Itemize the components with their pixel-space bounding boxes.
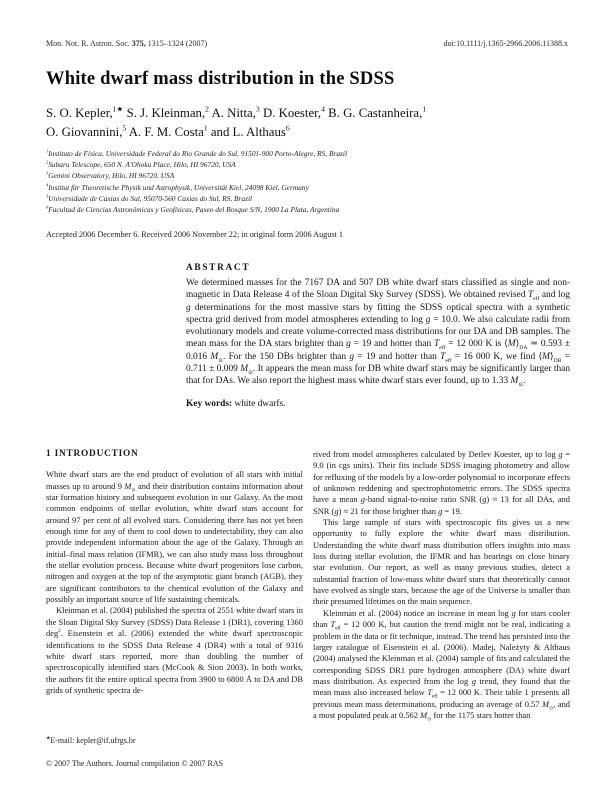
body-paragraph: This large sample of stars with spectroscopic fits gives us a new opportunity to fully explore the white dwarf mass distribution. Understanding the white dwarf mass distribution offers insights into mass loss during stellar evolution, the IFMR and has bearings on close binary star evolution. Our report, as well as many previous studies, detect a substantial fraction of low-mass white dwarf stars that theoretically cannot have evolved as single stars, because the age of the Universe is smaller than their presumed lifetimes on the main sequence. (313, 517, 570, 607)
abstract-heading: ABSTRACT (186, 263, 251, 273)
affiliation-item: $^2$Subaru Telescope, 650 N. A'Ohoku Place, Hilo, HI 96720, USA (46, 159, 236, 170)
email-footnote: ★E-mail: kepler@if.ufrgs.br (46, 736, 136, 745)
affiliation-list (46, 148, 572, 215)
running-header (46, 39, 568, 48)
doi-text: doi:10.1111/j.1365-2966.2006.11388.x (443, 39, 568, 48)
page-title: White dwarf mass distribution in the SDSS (46, 69, 395, 89)
author-line-2: O. Giovannini,$^5$ A. F. M. Costa$^1$ and L. Althaus$^6$ (46, 123, 290, 139)
right-column (313, 449, 570, 763)
author-list (46, 104, 566, 142)
body-paragraph: Kleinman et al. (2004) notice an increase in mean log g for stars cooler than $T_{eff} = 12$ 000 K, but caution the trend might not be real, indicating a problem in the data or fit technique, instead. The trend has persisted into the larger catalogue of Eisenstein et al. (2006). Madej, Należyty & Althaus (2004) analysed the Kleinman et al. (2004) sample of fits and calculated the corresponding SDSS DR1 pure hydrogen atmosphere (DA) white dwarf mass distribution. As expected from the log g trend, they found that the mean mass also increased below $T_{eff} = 12$ 000 K. Their table 1 presents all previous mean mass determinations, producing an average of 0.57 $M_⊙$, and a most populated peak at 0.562 $M_⊙$ for the 1175 stars hotter than (313, 607, 570, 723)
affiliation-item: $^5$Universidade de Caxias do Sul, 95070-560 Caxias do Sul, RS, Brazil (46, 193, 253, 203)
affiliation-item: $^6$Facultad de Ciencias Astronómicas y Geofísicas, Paseo del Bosque S/N, 1900 La Plata, Argentina (46, 204, 340, 215)
affiliation-item: $^4$Institut für Theoretische Physik und Astrophysik, Universität Kiel, 24098 Kiel, Germany (46, 182, 309, 192)
journal-reference: Mon. Not. R. Astron. Soc. 375, 1315–1324 (2007) (46, 39, 208, 48)
copyright-line: © 2007 The Authors. Journal compilation © 2007 RAS (46, 759, 224, 768)
section-heading-introduction: 1 INTRODUCTION (46, 449, 139, 459)
body-paragraph: White dwarf stars are the end product of evolution of all stars with initial masses up to around 9 $M_⊙$ and their distribution contains information about star formation history and subsequent evolution in our Galaxy. As the most common endpoints of stellar evolution, white dwarf stars account for around 97 per cent of all evolved stars. Considering there has not yet been enough time for any of them to cool down to undetectability, they can also provide independent information about the age of the Galaxy. Through an initial–final mass relation (IFMR), we can also study mass loss throughout the stellar evolution process. Because white dwarf progenitors lose carbon, nitrogen and oxygen at the top of the asymptotic giant branch (AGB), they are significant contributors to the chemical evolution of the Galaxy and possibly an important source of life sustaining chemicals. (46, 469, 303, 605)
keywords-label: Key words: (186, 398, 233, 409)
abstract-text: We determined masses for the 7167 DA and 507 DB white dwarf stars classified as single and non-magnetic in Data Release 4 of the Sloan Digital Sky Survey (SDSS). We obtained revised $T_{eff}$ and log g determinations for the most massive stars by fitting the SDSS optical spectra with a synthetic spectra grid derived from model atmospheres extending to log g = 10.0. We also calculate radii from evolutionary models and create volume-corrected mass distributions for our DA and DB samples. The mean mass for the DA stars brighter than g = 19 and hotter than $T_{eff} = 12$ 000 K is $⟨M⟩_{DA}$ ≃ 0.593 ± 0.016 $M_⊙$. For the 150 DBs brighter than g = 19 and hotter than $T_{eff} = 16$ 000 K, we find $⟨M⟩_{DB} = 0.711 \pm 0.009$ $M_⊙$. It appears the mean mass for DB white dwarf stars may be significantly larger than that for DAs. We also report the highest mass white dwarf stars ever found, up to 1.33 $M_⊙$. (186, 278, 571, 389)
abstract-section (186, 263, 570, 409)
received-accepted-line: Accepted 2006 December 6. Received 2006 November 22; in original form 2006 August 1 (46, 230, 343, 239)
body-two-columns (46, 449, 570, 763)
keywords-value: white dwarfs. (234, 398, 286, 409)
keywords-line (186, 399, 570, 409)
affiliation-item: $^1$Instituto de Física, Universidade Federal do Rio Grande do Sul, 91501-900 Porto-Alegre, RS, Brazil (46, 148, 348, 158)
body-paragraph: rived from model atmospheres calculated by Detlev Koester, up to log g = 9.0 (in cgs units). Their fits include SDSS imaging photometry and allow for refluxing of the models by a low-order polynomial to incorporate effects of unknown reddening and spectrophotometric errors. The SDSS spectra have a mean g-band signal-to-noise ratio SNR (g) ≈ 13 for all DAs, and SNR (g) ≈ 21 for those brighter than g = 19. (313, 449, 570, 516)
author-line-1: S. O. Kepler,$^{1★}$ S. J. Kleinman,$^2$ A. Nitta,$^3$ D. Koester,$^4$ B. G. Castanheira,$^1$ (46, 104, 427, 120)
body-paragraph: Kleinman et al. (2004) published the spectra of 2551 white dwarf stars in the Sloan Digital Sky Survey (SDSS) Data Release 1 (DR1), covering 1360 deg$^2$. Eisenstein et al. (2006) extended the white dwarf spectroscopic identifications to the SDSS Data Release 4 (DR4) with a total of 9316 white dwarf stars reported, more than doubling the number of spectroscopically identified stars (McCook & Sion 2003). In both works, the authors fit the entire optical spectra from 3900 to 6800 Å to DA and DB grids of synthetic spectra de- (46, 605, 303, 695)
affiliation-item: $^3$Gemini Observatory, Hilo, HI 96720, USA (46, 170, 175, 181)
left-column (46, 449, 303, 763)
